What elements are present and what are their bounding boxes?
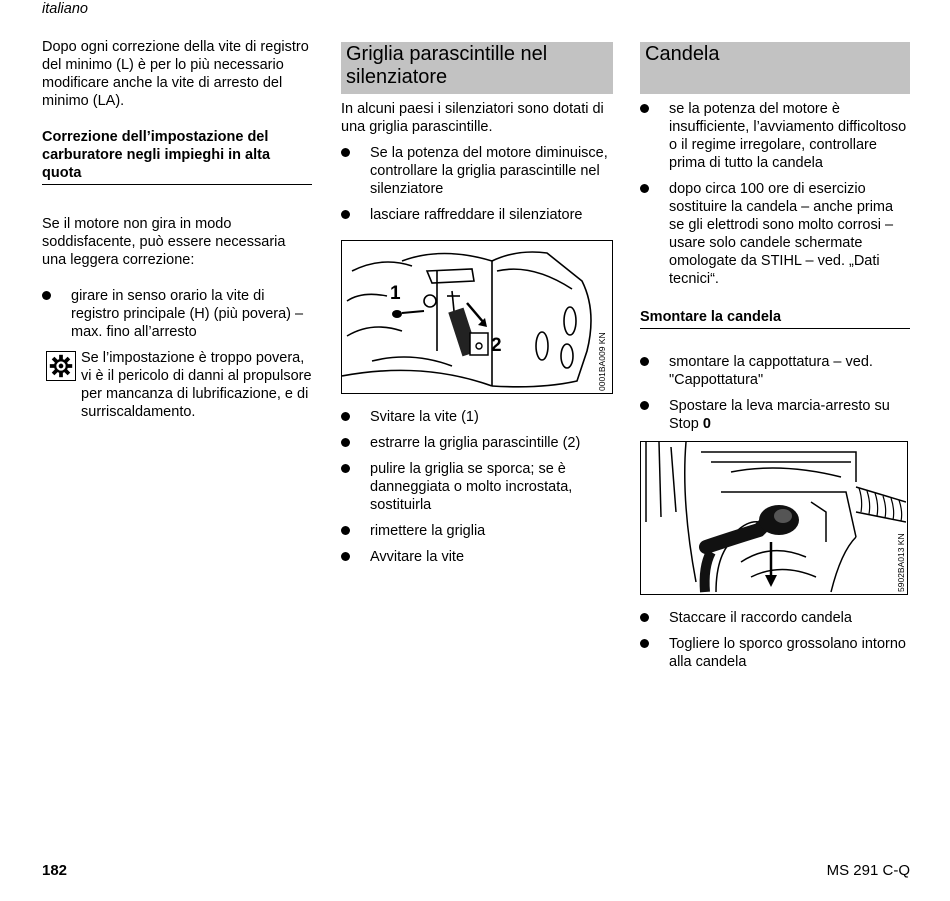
bullet-icon	[640, 104, 649, 113]
bullet-icon	[341, 464, 350, 473]
bullet-icon	[640, 357, 649, 366]
list-item: Svitare la vite (1)	[341, 408, 613, 426]
warning-note	[42, 349, 312, 421]
note-text: Se l’impostazione è troppo povera, vi è il pericolo di danni al propulsore per mancanza di lubrificazione, e di surriscaldamento.	[81, 350, 312, 420]
column-spark-arrestor	[341, 38, 613, 574]
bullet-icon	[341, 210, 350, 219]
figure-label-2: 2	[491, 335, 502, 356]
bullet-icon	[341, 526, 350, 535]
list-item: pulire la griglia se sporca; se è danneggiata o molto incrostata, sostituirla	[341, 460, 613, 514]
list-item: dopo circa 100 ore di esercizio sostituire la candela – anche prima se gli elettrodi sono molto corrosi – usare solo candele schermate omologate da STIHL – ved. „Dati tecnici“.	[640, 180, 910, 288]
subheading-remove-spark-plug: Smontare la candela	[640, 308, 910, 329]
bullet-list	[640, 609, 910, 671]
column-carburetor	[42, 38, 312, 421]
intro-paragraph: In alcuni paesi i silenziatori sono dotati di una griglia parascintille.	[341, 101, 604, 135]
bullet-list	[341, 144, 613, 224]
list-item: Se la potenza del motore diminuisce, controllare la griglia parascintille nel silenziatore	[341, 144, 613, 198]
list-item: lasciare raffreddare il silenziatore	[341, 206, 613, 224]
list-item: rimettere la griglia	[341, 522, 613, 540]
bullet-list	[640, 100, 910, 288]
gear-icon	[46, 351, 76, 381]
bullet-icon	[341, 438, 350, 447]
figure-code: 5902BA013 KN	[896, 533, 906, 592]
bullet-list	[42, 287, 312, 341]
list-item: Avvitare la vite	[341, 548, 613, 566]
bullet-icon	[640, 613, 649, 622]
spark-plug-illustration	[641, 442, 906, 593]
muffler-illustration	[342, 241, 611, 392]
list-item: girare in senso orario la vite di registro principale (H) (più povera) – max. fino all’arresto	[42, 287, 312, 341]
bullet-icon	[341, 412, 350, 421]
figure-code: 0001BA009 KN	[597, 332, 607, 391]
bullet-icon	[640, 184, 649, 193]
figure-label-1: 1	[390, 283, 401, 304]
bullet-icon	[341, 148, 350, 157]
intro-paragraph: Dopo ogni correzione della vite di registro del minimo (L) è per lo più necessario modificare anche la vite di arresto del minimo (LA).	[42, 39, 309, 109]
bullet-icon	[640, 639, 649, 648]
bullet-icon	[42, 291, 51, 300]
bullet-icon	[640, 401, 649, 410]
list-item: Spostare la leva marcia-arresto su Stop 0	[640, 397, 910, 433]
list-item: se la potenza del motore è insufficiente, l’avviamento difficoltoso o il regime irregolare, controllare prima di tutto la candela	[640, 100, 910, 172]
model-name: MS 291 C-Q	[826, 862, 910, 879]
figure-muffler-spark-arrestor	[341, 240, 613, 394]
page-number: 182	[42, 862, 68, 879]
list-item: smontare la cappottatura – ved. "Cappottatura"	[640, 353, 910, 389]
list-item: Togliere lo sporco grossolano intorno alla candela	[640, 635, 910, 671]
column-spark-plug	[640, 38, 910, 679]
list-item: Staccare il raccordo candela	[640, 609, 910, 627]
paragraph-correction: Se il motore non gira in modo soddisfacente, può essere necessaria una leggera correzione:	[42, 216, 286, 268]
bullet-icon	[341, 552, 350, 561]
figure-spark-plug	[640, 441, 908, 595]
section-title-spark-plug: Candela	[640, 42, 910, 94]
list-item: estrarre la griglia parascintille (2)	[341, 434, 613, 452]
section-title-spark-arrestor: Griglia parascintille nel silenziatore	[341, 42, 613, 94]
bullet-list	[640, 353, 910, 433]
subheading-high-altitude: Correzione dell’impostazione del carburatore negli impieghi in alta quota	[42, 128, 312, 185]
header-language: italiano	[42, 1, 88, 17]
bullet-list	[341, 408, 613, 566]
